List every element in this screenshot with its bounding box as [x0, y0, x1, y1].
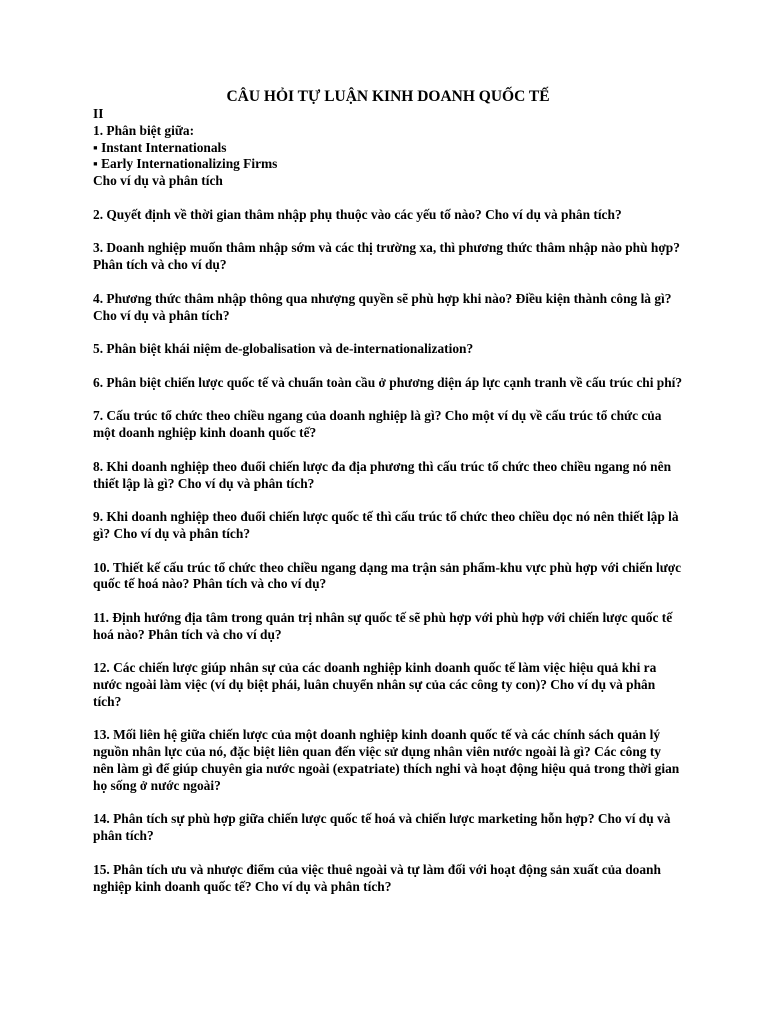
question-11: 11. Định hướng địa tâm trong quản trị nhân sự quốc tế sẽ phù hợp với phù hợp với chiến lược quốc tế hoá nào? Phân tích và cho ví dụ? — [93, 609, 673, 642]
spacer — [93, 324, 683, 341]
spacer — [93, 392, 683, 409]
question-15: 15. Phân tích ưu và nhược điểm của việc thuê ngoài và tự làm đối với hoạt động sản xuất của doanh nghiệp kinh doanh quốc tế? Cho ví dụ và phân tích? — [93, 861, 661, 894]
question-1-bullet-early: ▪ Early Internationalizing Firms — [93, 156, 278, 172]
spacer — [93, 644, 683, 661]
question-13: 13. Mối liên hệ giữa chiến lược của một doanh nghiệp kinh doanh quốc tế và các chính sách quản lý nguồn nhân lực của nó, đặc biệt liên quan đến việc sử dụng nhân viên nước ngoài là gì? Các công ty nên làm gì để giúp chuyên gia nước ngoài (expatriate) thích nghi và hoạt động hiệu quả trong thời gian họ sống ở nước ngoài? — [93, 727, 680, 793]
question-5: 5. Phân biệt khái niệm de-globalisation và de-internationalization? — [93, 341, 474, 357]
spacer — [93, 543, 683, 560]
spacer — [93, 845, 683, 862]
question-12: 12. Các chiến lược giúp nhân sự của các doanh nghiệp kinh doanh quốc tế làm việc hiệu quả khi ra nước ngoài làm việc (ví dụ biệt phái, luân chuyển nhân sự của các công ty con)? Cho ví dụ và phân tích? — [93, 660, 657, 709]
question-8: 8. Khi doanh nghiệp theo đuổi chiến lược đa địa phương thì cấu trúc tổ chức theo chiều ngang nó nên thiết lập là gì? Cho ví dụ và phân tích? — [93, 458, 672, 491]
spacer — [93, 224, 683, 241]
question-1-intro: 1. Phân biệt giữa: — [93, 122, 195, 138]
question-14: 14. Phân tích sự phù hợp giữa chiến lược quốc tế hoá và chiến lược marketing hỗn hợp? Cho ví dụ và phân tích? — [93, 811, 671, 844]
question-3: 3. Doanh nghiệp muốn thâm nhập sớm và các thị trường xa, thì phương thức thâm nhập nào phù hợp? Phân tích và cho ví dụ? — [93, 240, 680, 273]
spacer — [93, 711, 683, 728]
question-1-bullet-instant: ▪ Instant Internationals — [93, 139, 227, 155]
spacer — [93, 593, 683, 610]
question-10: 10. Thiết kế cấu trúc tổ chức theo chiều ngang dạng ma trận sản phẩm-khu vực phù hợp với chiến lược quốc tế hoá nào? Phân tích và cho ví dụ? — [93, 559, 682, 592]
question-7: 7. Cấu trúc tổ chức theo chiều ngang của doanh nghiệp là gì? Cho một ví dụ về cấu trúc tổ chức của một doanh nghiệp kinh doanh quốc tế? — [93, 408, 662, 441]
document-title: CÂU HỎI TỰ LUẬN KINH DOANH QUỐC TẾ — [226, 88, 550, 105]
spacer — [93, 442, 683, 459]
document-page — [93, 87, 683, 895]
spacer — [93, 190, 683, 207]
spacer — [93, 274, 683, 291]
spacer — [93, 358, 683, 375]
question-2: 2. Quyết định về thời gian thâm nhập phụ thuộc vào các yếu tố nào? Cho ví dụ và phân tích? — [93, 206, 622, 222]
question-4: 4. Phương thức thâm nhập thông qua nhượng quyền sẽ phù hợp khi nào? Điều kiện thành công là gì? Cho ví dụ và phân tích? — [93, 290, 672, 323]
question-9: 9. Khi doanh nghiệp theo đuổi chiến lược quốc tế thì cấu trúc tổ chức theo chiều dọc nó nên thiết lập là gì? Cho ví dụ và phân tích? — [93, 509, 679, 541]
question-6: 6. Phân biệt chiến lược quốc tế và chuẩn toàn cầu ở phương diện áp lực cạnh tranh về cấu trúc chi phí? — [93, 374, 683, 390]
section-label: II — [93, 106, 104, 121]
question-1-closing: Cho ví dụ và phân tích — [93, 173, 223, 189]
spacer — [93, 492, 683, 509]
spacer — [93, 795, 683, 812]
